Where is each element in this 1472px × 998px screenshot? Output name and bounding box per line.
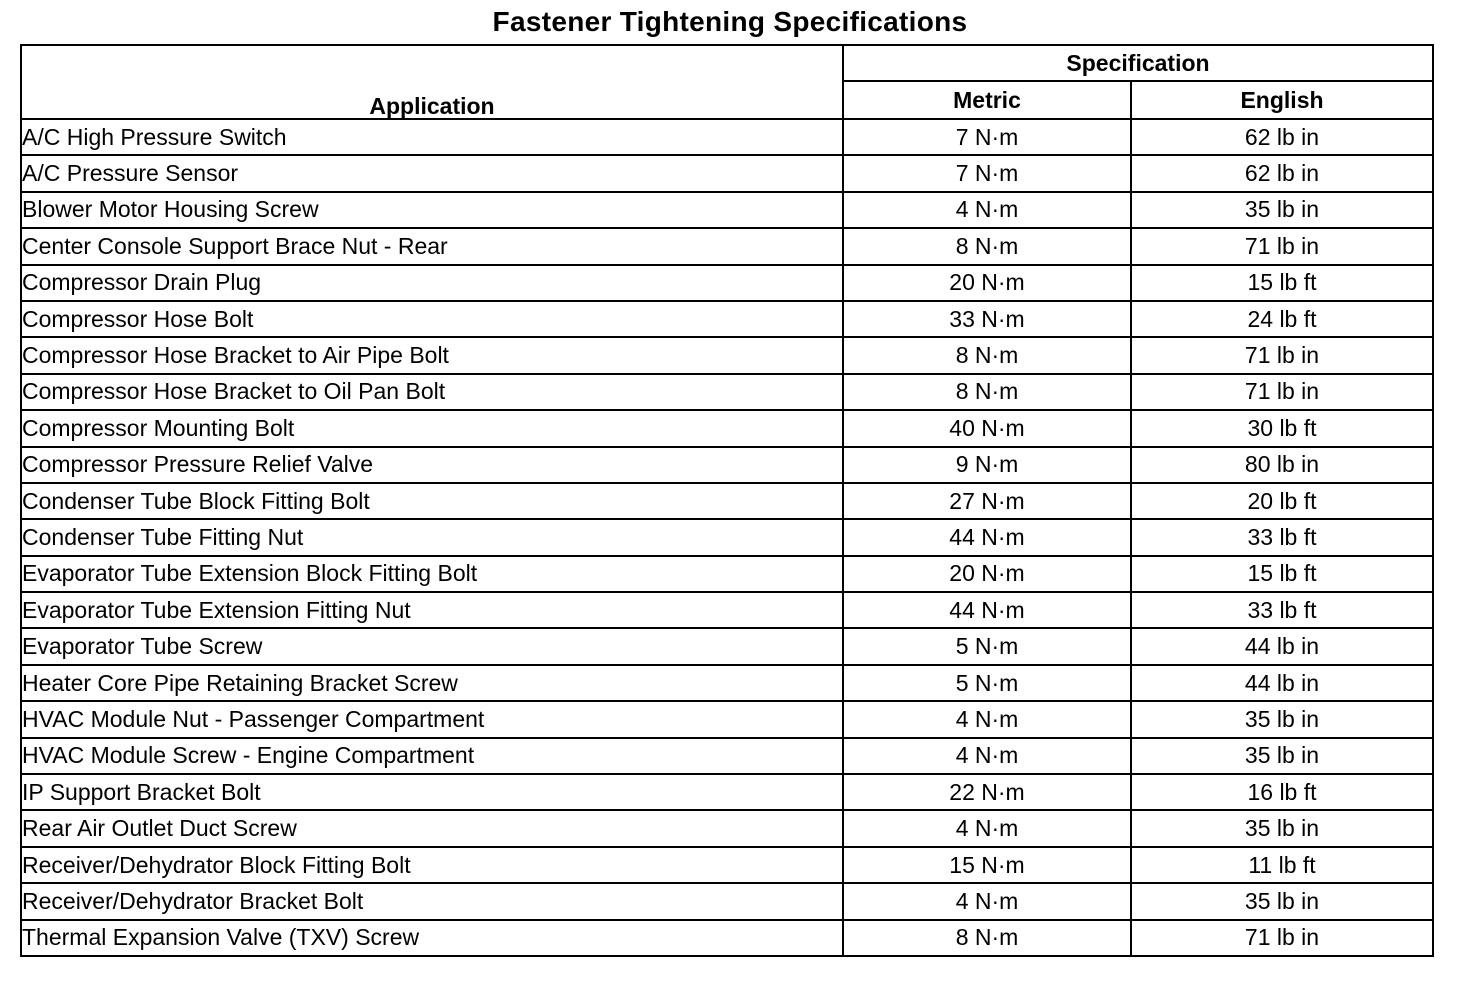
table-row <box>21 847 1433 883</box>
english-cell: 35 lb in <box>1131 883 1433 919</box>
application-cell: Heater Core Pipe Retaining Bracket Screw <box>21 665 843 701</box>
application-cell: HVAC Module Screw - Engine Compartment <box>21 738 843 774</box>
application-cell: Compressor Hose Bracket to Oil Pan Bolt <box>21 374 843 410</box>
english-cell: 15 lb ft <box>1131 265 1433 301</box>
english-cell: 24 lb ft <box>1131 301 1433 337</box>
table-row <box>21 883 1433 919</box>
english-cell: 35 lb in <box>1131 701 1433 737</box>
metric-cell: 27 N·m <box>843 483 1131 519</box>
application-cell: Receiver/Dehydrator Block Fitting Bolt <box>21 847 843 883</box>
table-row <box>21 519 1433 555</box>
english-cell: 71 lb in <box>1131 920 1433 956</box>
application-cell: Thermal Expansion Valve (TXV) Screw <box>21 920 843 956</box>
english-cell: 15 lb ft <box>1131 556 1433 592</box>
metric-cell: 20 N·m <box>843 265 1131 301</box>
metric-cell: 44 N·m <box>843 519 1131 555</box>
english-cell: 30 lb ft <box>1131 410 1433 446</box>
english-cell: 71 lb in <box>1131 337 1433 373</box>
metric-cell: 20 N·m <box>843 556 1131 592</box>
application-cell: Rear Air Outlet Duct Screw <box>21 810 843 846</box>
metric-cell: 8 N·m <box>843 228 1131 264</box>
english-cell: 62 lb in <box>1131 155 1433 191</box>
specifications-table <box>20 44 1434 957</box>
metric-cell: 4 N·m <box>843 701 1131 737</box>
application-cell: Center Console Support Brace Nut - Rear <box>21 228 843 264</box>
application-cell: Evaporator Tube Extension Block Fitting Bolt <box>21 556 843 592</box>
english-cell: 62 lb in <box>1131 119 1433 155</box>
english-cell: 71 lb in <box>1131 374 1433 410</box>
specifications-body <box>21 119 1433 956</box>
table-row <box>21 374 1433 410</box>
table-row <box>21 301 1433 337</box>
table-row <box>21 119 1433 155</box>
metric-cell: 40 N·m <box>843 410 1131 446</box>
table-row <box>21 774 1433 810</box>
table-row <box>21 192 1433 228</box>
table-row <box>21 556 1433 592</box>
table-row <box>21 920 1433 956</box>
table-row <box>21 265 1433 301</box>
english-cell: 35 lb in <box>1131 192 1433 228</box>
application-cell: Evaporator Tube Screw <box>21 628 843 664</box>
table-row <box>21 447 1433 483</box>
english-cell: 44 lb in <box>1131 628 1433 664</box>
english-cell: 35 lb in <box>1131 810 1433 846</box>
metric-column-header: Metric <box>843 81 1131 119</box>
application-cell: A/C Pressure Sensor <box>21 155 843 191</box>
metric-cell: 9 N·m <box>843 447 1131 483</box>
metric-cell: 15 N·m <box>843 847 1131 883</box>
metric-cell: 8 N·m <box>843 374 1131 410</box>
english-cell: 20 lb ft <box>1131 483 1433 519</box>
application-cell: HVAC Module Nut - Passenger Compartment <box>21 701 843 737</box>
metric-cell: 5 N·m <box>843 665 1131 701</box>
english-cell: 16 lb ft <box>1131 774 1433 810</box>
metric-cell: 7 N·m <box>843 155 1131 191</box>
table-row <box>21 810 1433 846</box>
metric-cell: 7 N·m <box>843 119 1131 155</box>
metric-cell: 4 N·m <box>843 738 1131 774</box>
application-cell: Receiver/Dehydrator Bracket Bolt <box>21 883 843 919</box>
table-row <box>21 155 1433 191</box>
metric-cell: 4 N·m <box>843 810 1131 846</box>
metric-cell: 4 N·m <box>843 192 1131 228</box>
specification-group-header: Specification <box>843 45 1433 81</box>
table-row <box>21 228 1433 264</box>
table-row <box>21 738 1433 774</box>
table-row <box>21 337 1433 373</box>
application-cell: Compressor Drain Plug <box>21 265 843 301</box>
english-cell: 11 lb ft <box>1131 847 1433 883</box>
metric-cell: 8 N·m <box>843 920 1131 956</box>
english-cell: 33 lb ft <box>1131 592 1433 628</box>
application-cell: Condenser Tube Block Fitting Bolt <box>21 483 843 519</box>
page-title: Fastener Tightening Specifications <box>492 6 968 37</box>
application-cell: Compressor Hose Bolt <box>21 301 843 337</box>
table-row <box>21 701 1433 737</box>
table-row <box>21 628 1433 664</box>
application-cell: Evaporator Tube Extension Fitting Nut <box>21 592 843 628</box>
table-row <box>21 410 1433 446</box>
metric-cell: 33 N·m <box>843 301 1131 337</box>
application-cell: A/C High Pressure Switch <box>21 119 843 155</box>
english-cell: 35 lb in <box>1131 738 1433 774</box>
application-column-header: Application <box>21 45 843 119</box>
application-cell: Compressor Pressure Relief Valve <box>21 447 843 483</box>
application-cell: IP Support Bracket Bolt <box>21 774 843 810</box>
table-row <box>21 483 1433 519</box>
metric-cell: 5 N·m <box>843 628 1131 664</box>
english-cell: 33 lb ft <box>1131 519 1433 555</box>
header-row-top <box>21 45 1433 81</box>
english-cell: 71 lb in <box>1131 228 1433 264</box>
metric-cell: 44 N·m <box>843 592 1131 628</box>
metric-cell: 4 N·m <box>843 883 1131 919</box>
english-cell: 80 lb in <box>1131 447 1433 483</box>
application-cell: Condenser Tube Fitting Nut <box>21 519 843 555</box>
english-cell: 44 lb in <box>1131 665 1433 701</box>
table-row <box>21 592 1433 628</box>
application-cell: Blower Motor Housing Screw <box>21 192 843 228</box>
english-column-header: English <box>1131 81 1433 119</box>
metric-cell: 22 N·m <box>843 774 1131 810</box>
table-row <box>21 665 1433 701</box>
application-cell: Compressor Mounting Bolt <box>21 410 843 446</box>
application-cell: Compressor Hose Bracket to Air Pipe Bolt <box>21 337 843 373</box>
metric-cell: 8 N·m <box>843 337 1131 373</box>
